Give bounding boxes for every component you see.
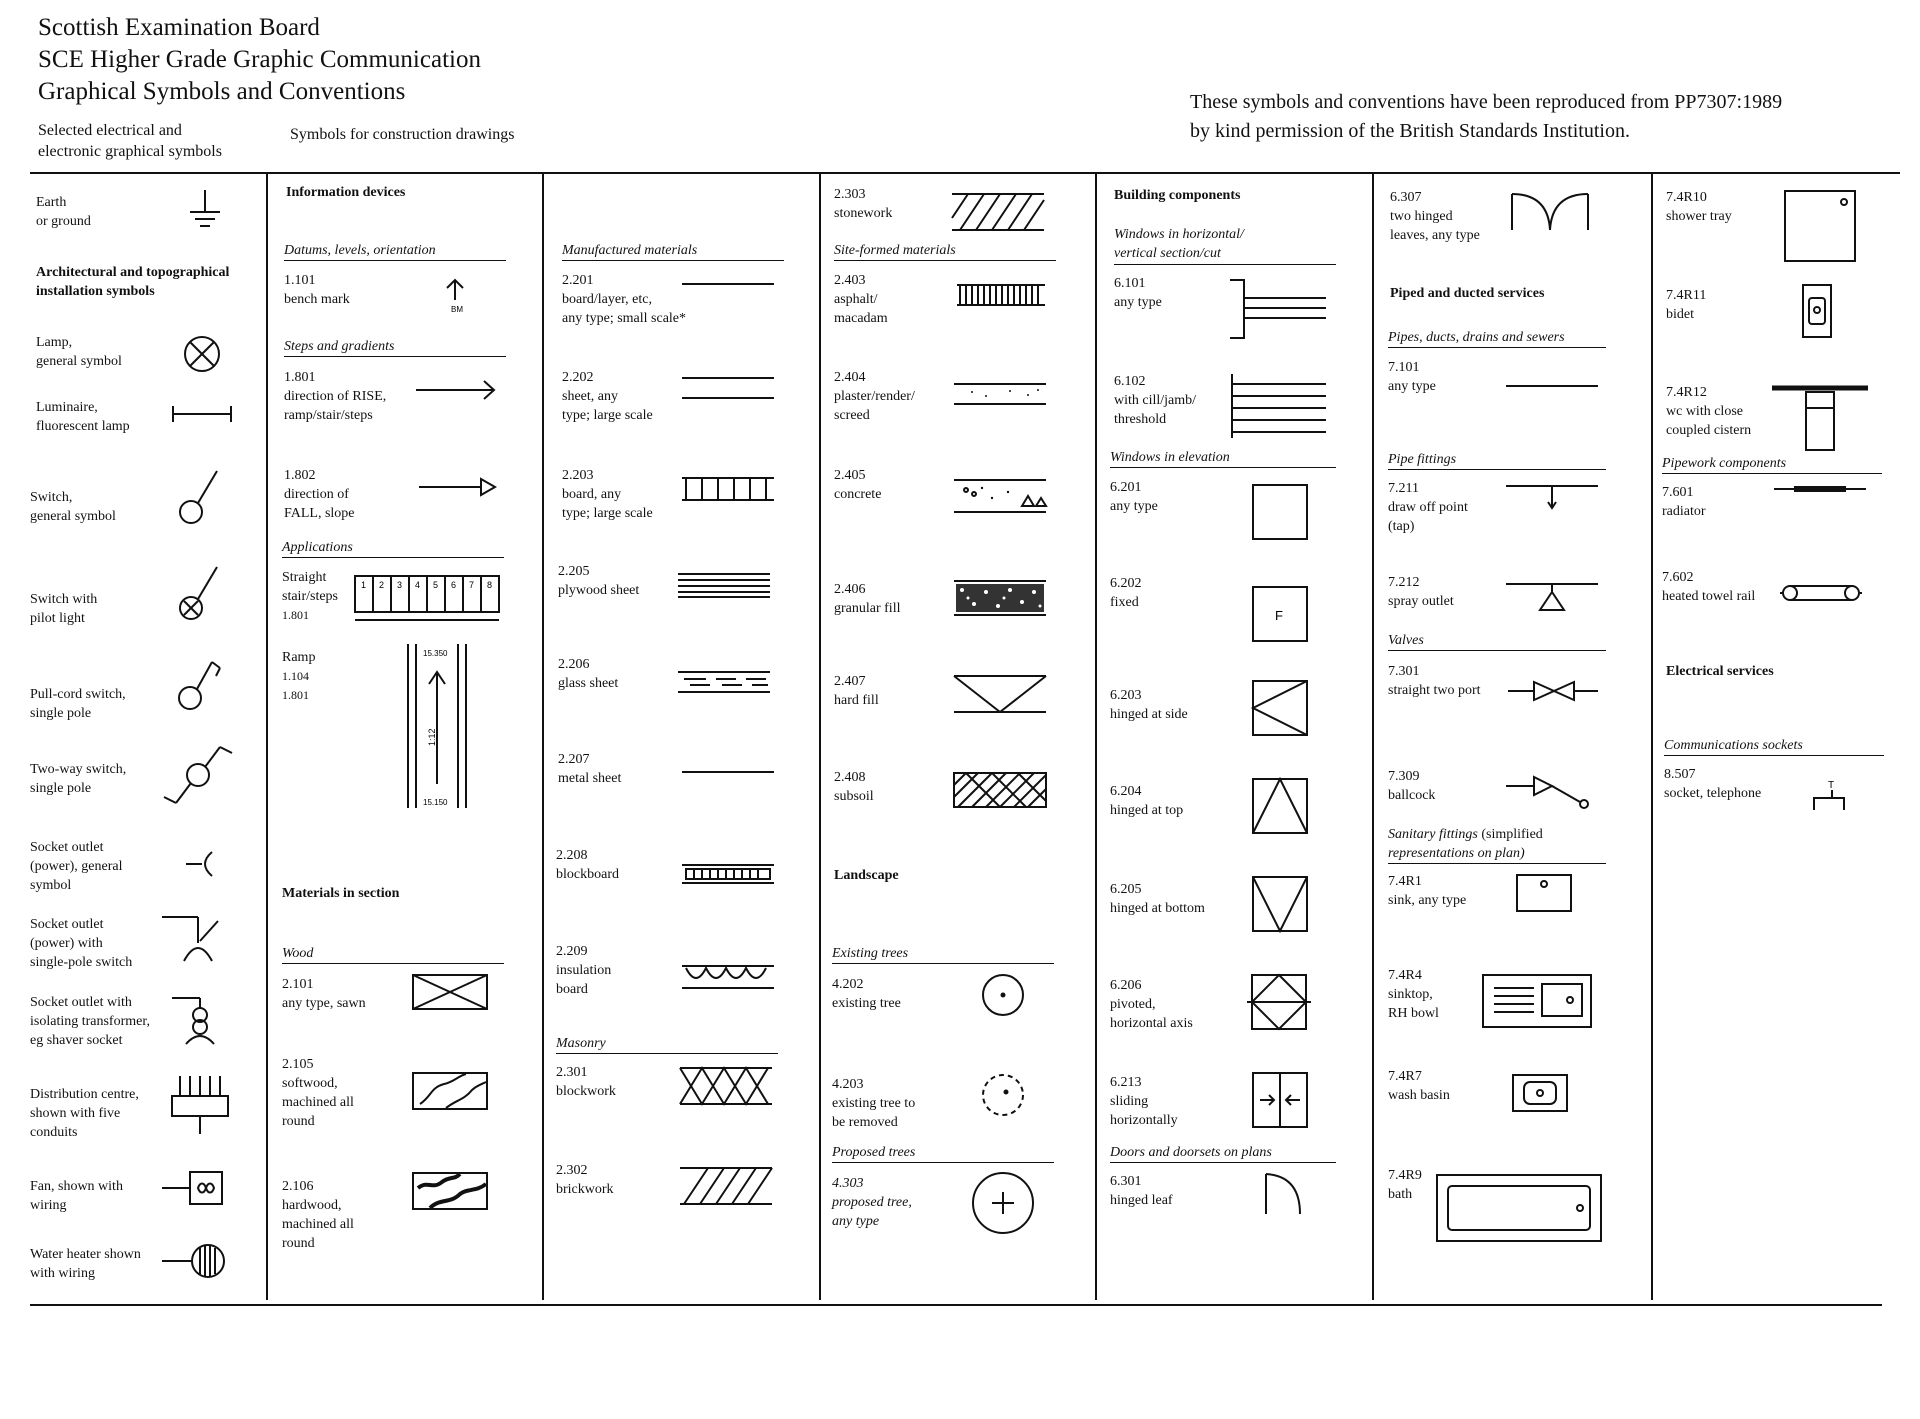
- label-d6301: 6.301 hinged leaf: [1110, 1174, 1173, 1208]
- heading-information-devices: Information devices: [286, 185, 406, 200]
- sheet-large-scale-icon: [680, 370, 776, 406]
- stonework-icon: [950, 190, 1046, 234]
- bench-mark-icon: [440, 276, 470, 316]
- telephone-socket-icon: [1810, 776, 1850, 814]
- window-pivoted-icon: [1246, 972, 1312, 1034]
- fall-arrow-icon: [415, 474, 499, 500]
- two-port-valve-icon: [1506, 678, 1600, 704]
- subheading-manufactured: Manufactured materials: [562, 243, 784, 261]
- metal-sheet-icon: [680, 766, 776, 778]
- earth-icon: [180, 190, 230, 235]
- window-any-type-icon: [1250, 482, 1310, 542]
- label-m2206: 2.206 glass sheet: [558, 657, 619, 691]
- stair-tread-number: 3: [397, 580, 403, 590]
- label-m2203: 2.203 board, any type; large scale: [562, 468, 653, 521]
- label-water-heater: Water heater shown with wiring: [30, 1247, 141, 1281]
- socket-outlet-icon: [184, 848, 220, 880]
- subheading-steps: Steps and gradients: [284, 339, 506, 357]
- stair-tread-number: 6: [451, 580, 457, 590]
- label-w6205: 6.205 hinged at bottom: [1110, 882, 1205, 916]
- label-socket-switch: Socket outlet (power) with single-pole switch: [30, 917, 133, 970]
- ramp-gradient: 1:12: [427, 728, 437, 746]
- window-cill-icon: [1228, 370, 1330, 442]
- water-heater-icon: [160, 1240, 230, 1282]
- ballcock-icon: [1504, 772, 1594, 812]
- label-t4303: 4.303 proposed tree, any type: [832, 1176, 912, 1229]
- ramp-top-level: 15.350: [423, 649, 448, 658]
- switch-icon: [176, 466, 226, 528]
- wash-basin-icon: [1510, 1072, 1570, 1114]
- label-w6101: 6.101 any type: [1114, 276, 1162, 310]
- label-t4202: 4.202 existing tree: [832, 977, 901, 1011]
- plywood-icon: [676, 570, 772, 600]
- label-r7: 7.4R7 wash basin: [1388, 1069, 1450, 1103]
- subheading-sanitary: Sanitary fittings (simplified representations on plan): [1388, 825, 1606, 864]
- door-two-leaves-icon: [1508, 190, 1592, 234]
- window-hinged-top-icon: [1250, 776, 1310, 836]
- twoway-switch-icon: [160, 735, 238, 813]
- heading-piped-services: Piped and ducted services: [1390, 286, 1545, 301]
- subtitle-electrical-line-2: electronic graphical symbols: [38, 143, 222, 160]
- label-wood-2105: 2.105 softwood, machined all round: [282, 1057, 354, 1129]
- subheading-datums: Datums, levels, orientation: [284, 243, 506, 261]
- label-lamp: Lamp, general symbol: [36, 335, 122, 369]
- blockboard-icon: [680, 862, 776, 886]
- label-switch-pilot: Switch with pilot light: [30, 592, 98, 626]
- brickwork-icon: [678, 1164, 774, 1208]
- subheading-site-formed: Site-formed materials: [834, 243, 1056, 261]
- subheading-existing-trees: Existing trees: [832, 946, 1054, 964]
- label-m2207: 2.207 metal sheet: [558, 752, 622, 786]
- label-luminaire: Luminaire, fluorescent lamp: [36, 400, 130, 434]
- label-w6204: 6.204 hinged at top: [1110, 784, 1184, 818]
- asphalt-icon: [955, 282, 1047, 308]
- label-s2406: 2.406 granular fill: [834, 582, 901, 616]
- subheading-proposed-trees: Proposed trees: [832, 1145, 1054, 1163]
- label-s2408: 2.408 subsoil: [834, 770, 874, 804]
- heading-electrical-services: Electrical services: [1666, 664, 1774, 679]
- window-hinged-bottom-icon: [1250, 874, 1310, 934]
- bench-mark-letters: BM: [451, 305, 463, 314]
- radiator-icon: [1772, 480, 1868, 498]
- label-distribution: Distribution centre, shown with five conduits: [30, 1087, 139, 1140]
- pullcord-switch-icon: [176, 652, 230, 714]
- label-m2202: 2.202 sheet, any type; large scale: [562, 370, 653, 423]
- label-m2208: 2.208 blockboard: [556, 848, 619, 882]
- shower-tray-icon: [1782, 188, 1858, 264]
- ramp-icon: [405, 640, 469, 812]
- sinktop-icon: [1480, 972, 1594, 1030]
- proposed-tree-icon: [968, 1168, 1038, 1238]
- label-fan: Fan, shown with wiring: [30, 1179, 123, 1213]
- subsoil-icon: [952, 770, 1048, 810]
- spray-outlet-icon: [1504, 578, 1600, 614]
- label-c7602: 7.602 heated towel rail: [1662, 570, 1756, 604]
- label-straight-stair: Straight stair/steps 1.801: [282, 570, 338, 622]
- subheading-applications: Applications: [282, 540, 504, 558]
- label-earth: Earth or ground: [36, 195, 91, 229]
- glass-sheet-icon: [676, 668, 772, 696]
- shaver-socket-icon: [170, 990, 222, 1046]
- title-line-3: Graphical Symbols and Conventions: [38, 78, 406, 105]
- label-s2407: 2.407 hard fill: [834, 674, 879, 708]
- rise-arrow-icon: [412, 375, 500, 405]
- subtitle-electrical-line-1: Selected electrical and: [38, 122, 182, 139]
- stair-tread-number: 7: [469, 580, 475, 590]
- label-twoway: Two-way switch, single pole: [30, 762, 127, 796]
- subheading-windows-elevation: Windows in elevation: [1110, 450, 1336, 468]
- label-rise: 1.801 direction of RISE, ramp/stair/steps: [284, 370, 387, 423]
- label-bench-mark: 1.101 bench mark: [284, 273, 350, 307]
- stair-tread-number: 2: [379, 580, 385, 590]
- label-w6203: 6.203 hinged at side: [1110, 688, 1188, 722]
- label-m2205: 2.205 plywood sheet: [558, 564, 640, 598]
- stair-tread-number: 1: [361, 580, 367, 590]
- label-r9: 7.4R9 bath: [1388, 1168, 1422, 1202]
- label-r12: 7.4R12 wc with close coupled cistern: [1666, 385, 1752, 438]
- label-t4203: 4.203 existing tree to be removed: [832, 1077, 916, 1130]
- switch-pilot-icon: [176, 562, 226, 624]
- granular-fill-icon: [952, 578, 1048, 618]
- distribution-centre-icon: [168, 1072, 232, 1136]
- label-v7309: 7.309 ballcock: [1388, 769, 1436, 803]
- heated-towel-rail-icon: [1778, 578, 1864, 608]
- label-ramp: Ramp 1.104 1.801: [282, 650, 316, 702]
- label-c7601: 7.601 radiator: [1662, 485, 1706, 519]
- label-s2403: 2.403 asphalt/ macadam: [834, 273, 888, 326]
- label-socket: Socket outlet (power), general symbol: [30, 840, 123, 893]
- label-pullcord: Pull-cord switch, single pole: [30, 687, 126, 721]
- label-r11: 7.4R11 bidet: [1666, 288, 1707, 322]
- door-hinged-leaf-icon: [1262, 1170, 1304, 1218]
- existing-tree-icon: [978, 970, 1028, 1020]
- label-w6202: 6.202 fixed: [1110, 576, 1142, 610]
- subtitle-construction: Symbols for construction drawings: [290, 126, 515, 143]
- label-p7212: 7.212 spray outlet: [1388, 575, 1454, 609]
- bath-icon: [1434, 1172, 1604, 1244]
- sawn-wood-icon: [410, 972, 490, 1012]
- bidet-icon: [1800, 282, 1834, 340]
- window-section-icon: [1228, 276, 1330, 342]
- tree-to-remove-icon: [978, 1070, 1028, 1120]
- board-large-scale-icon: [680, 474, 776, 504]
- label-w6201: 6.201 any type: [1110, 480, 1158, 514]
- concrete-icon: [952, 476, 1048, 516]
- socket-switch-icon: [160, 905, 230, 965]
- label-p7101: 7.101 any type: [1388, 360, 1436, 394]
- sink-icon: [1514, 872, 1574, 914]
- stair-tread-number: 4: [415, 580, 421, 590]
- luminaire-icon: [170, 402, 234, 426]
- subheading-communications: Communications sockets: [1664, 738, 1884, 756]
- heading-landscape: Landscape: [834, 868, 899, 883]
- label-r4: 7.4R4 sinktop, RH bowl: [1388, 968, 1439, 1021]
- lamp-icon: [180, 332, 224, 376]
- label-m2302: 2.302 brickwork: [556, 1163, 614, 1197]
- telephone-socket-letter: T: [1828, 780, 1835, 791]
- subheading-doors: Doors and doorsets on plans: [1110, 1145, 1336, 1163]
- label-s2405: 2.405 concrete: [834, 468, 882, 502]
- label-r10: 7.4R10 shower tray: [1666, 190, 1732, 224]
- label-d6307: 6.307 two hinged leaves, any type: [1390, 190, 1480, 243]
- label-fall: 1.802 direction of FALL, slope: [284, 468, 355, 521]
- stair-tread-number: 8: [487, 580, 493, 590]
- label-s2303: 2.303 stonework: [834, 187, 893, 221]
- window-hinged-side-icon: [1250, 678, 1310, 738]
- label-w6206: 6.206 pivoted, horizontal axis: [1110, 978, 1193, 1031]
- label-wood-2101: 2.101 any type, sawn: [282, 977, 366, 1011]
- permission-line-2: by kind permission of the British Standards Institution.: [1190, 120, 1630, 142]
- title-line-2: SCE Higher Grade Graphic Communication: [38, 46, 481, 73]
- label-switch: Switch, general symbol: [30, 490, 116, 524]
- stair-tread-number: 5: [433, 580, 439, 590]
- softwood-icon: [410, 1070, 490, 1112]
- subheading-masonry: Masonry: [556, 1036, 778, 1054]
- ramp-bottom-level: 15.150: [423, 798, 448, 807]
- label-v7301: 7.301 straight two port: [1388, 664, 1481, 698]
- label-m2301: 2.301 blockwork: [556, 1065, 616, 1099]
- straight-stair-icon: [352, 572, 504, 626]
- subheading-valves: Valves: [1388, 633, 1606, 651]
- label-socket-isolating: Socket outlet with isolating transformer, eg shaver socket: [30, 995, 150, 1048]
- label-w6213: 6.213 sliding horizontally: [1110, 1075, 1178, 1128]
- label-m2201: 2.201 board/layer, etc, any type; small scale*: [562, 273, 687, 326]
- heading-materials-in-section: Materials in section: [282, 886, 400, 901]
- subheading-pipe-fittings: Pipe fittings: [1388, 452, 1606, 470]
- plaster-icon: [952, 380, 1048, 408]
- label-e8507: 8.507 socket, telephone: [1664, 767, 1762, 801]
- label-w6102: 6.102 with cill/jamb/ threshold: [1114, 374, 1197, 427]
- hard-fill-icon: [952, 672, 1048, 716]
- hardwood-icon: [410, 1170, 490, 1212]
- permission-line-1: These symbols and conventions have been reproduced from PP7307:1989: [1190, 91, 1783, 113]
- window-fixed-icon: [1250, 584, 1310, 644]
- window-sliding-icon: [1250, 1070, 1310, 1130]
- blockwork-icon: [678, 1064, 774, 1108]
- heading-architectural: Architectural and topographical installation symbols: [36, 265, 230, 299]
- label-r1: 7.4R1 sink, any type: [1388, 874, 1467, 908]
- tap-icon: [1504, 480, 1600, 514]
- subheading-wood: Wood: [282, 946, 504, 964]
- heading-building-components: Building components: [1114, 188, 1241, 203]
- label-s2404: 2.404 plaster/render/ screed: [834, 370, 915, 423]
- wc-icon: [1770, 382, 1870, 454]
- subheading-windows-horizontal: Windows in horizontal/ vertical section/cut: [1114, 225, 1336, 265]
- insulation-board-icon: [680, 962, 776, 992]
- board-small-scale-icon: [680, 278, 776, 290]
- label-m2209: 2.209 insulation board: [556, 944, 612, 997]
- subheading-pipework: Pipework components: [1662, 456, 1882, 474]
- pipe-any-type-icon: [1504, 380, 1600, 392]
- subheading-pipes: Pipes, ducts, drains and sewers: [1388, 330, 1606, 348]
- title-line-1: Scottish Examination Board: [38, 14, 320, 41]
- window-fixed-letter: F: [1275, 608, 1283, 623]
- label-p7211: 7.211 draw off point (tap): [1388, 481, 1468, 534]
- fan-icon: [160, 1168, 226, 1208]
- label-wood-2106: 2.106 hardwood, machined all round: [282, 1179, 354, 1251]
